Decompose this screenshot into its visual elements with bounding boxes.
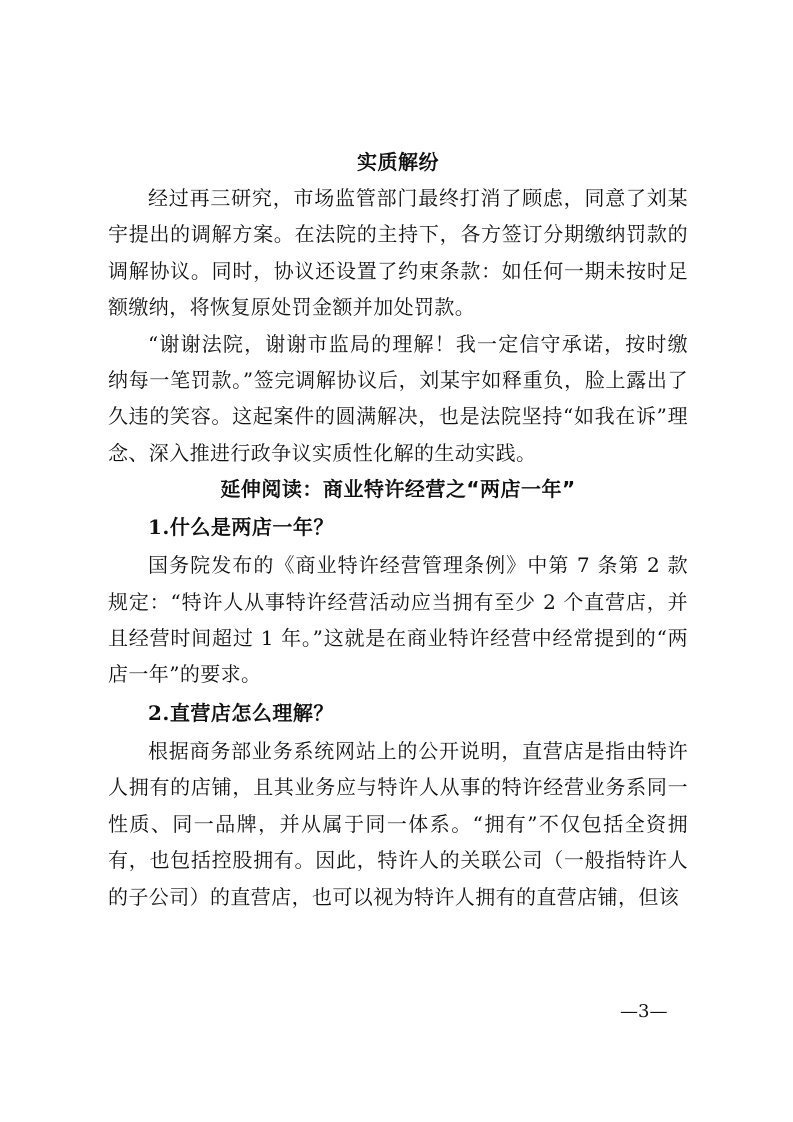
paragraph-direct-store-explanation: 根据商务部业务系统网站上的公开说明，直营店是指由特许人拥有的店铺，且其业务应与特许人从事的特许经营业务系同一性质、同一品牌，并从属于同一体系。“拥有”不仅包括全资拥有，也包括控股拥有。因此，特许人的关联公司（一般指特许人的子公司）的直营店，也可以视为特许人拥有的直营店铺，但该 — [108, 738, 688, 909]
section-heading-extended-reading: 延伸阅读：商业特许经营之“两店一年” — [220, 477, 576, 502]
paragraph-regulation-article: 国务院发布的《商业特许经营管理条例》中第 7 条第 2 款规定：“特许人从事特许经营活动应当拥有至少 2 个直营店，并且经营时间超过 1 年。”这就是在商业特许经营中经常提到的“两店一年”的要求。 — [108, 553, 688, 687]
section-heading-dispute-resolution: 实质解纷 — [357, 150, 439, 174]
document-body — [108, 144, 688, 915]
paragraph-thanks-quote: “谢谢法院，谢谢市监局的理解！我一定信守承诺，按时缴纳每一笔罚款。”签完调解协议后，刘某宇如释重负，脸上露出了久违的笑容。这起案件的圆满解决，也是法院坚持“如我在诉”理念、深入推进行政争议实质性化解的生动实践。 — [108, 331, 688, 465]
page-number: —3— — [620, 1001, 668, 1022]
subheading-direct-store-definition: 2.直营店怎么理解？ — [148, 700, 334, 725]
paragraph-mediation-agreement: 经过再三研究，市场监管部门最终打消了顾虑，同意了刘某宇提出的调解方案。在法院的主持下，各方签订分期缴纳罚款的调解协议。同时，协议还设置了约束条款：如任何一期未按时足额缴纳，将恢复原处罚金额并加处罚款。 — [108, 186, 688, 320]
subheading-what-is-two-stores-one-year: 1.什么是两店一年？ — [148, 515, 334, 540]
